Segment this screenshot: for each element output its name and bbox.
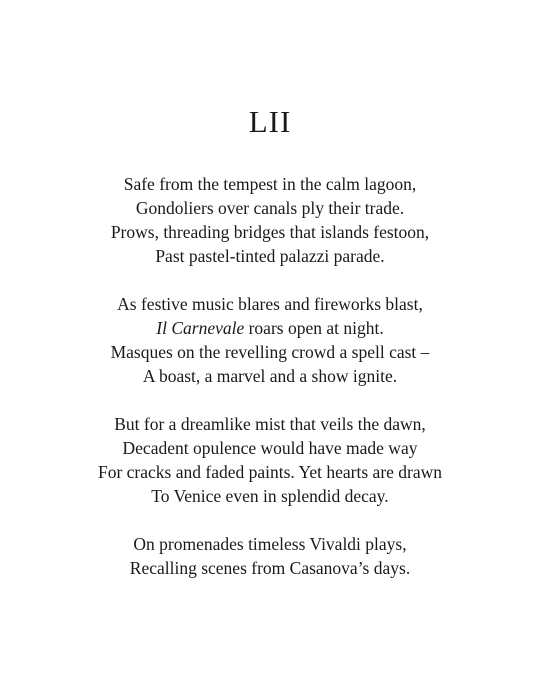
poem-line: Prows, threading bridges that islands festoon, [110, 222, 430, 242]
poem-line: A boast, a marvel and a show ignite. [142, 366, 398, 386]
poem-line: But for a dreamlike mist that veils the dawn, [114, 414, 426, 434]
poem-line: Past pastel-tinted palazzi parade. [155, 246, 385, 266]
stanza [0, 532, 540, 580]
stanza [0, 292, 540, 388]
poem-line: For cracks and faded paints. Yet hearts are drawn [97, 462, 443, 482]
poem-line: Masques on the revelling crowd a spell cast – [110, 342, 430, 362]
italic-phrase: Il Carnevale [156, 318, 245, 338]
poem-line: Recalling scenes from Casanova’s days. [129, 558, 411, 578]
line-rest: roars open at night. [244, 318, 384, 338]
poem-line: As festive music blares and fireworks blast, [117, 294, 423, 314]
poem-body [0, 172, 540, 604]
poem-line: On promenades timeless Vivaldi plays, [133, 534, 407, 554]
poem-title: LII [248, 104, 292, 139]
poem-line: Safe from the tempest in the calm lagoon, [123, 174, 417, 194]
stanza [0, 412, 540, 508]
poem-line: Gondoliers over canals ply their trade. [135, 198, 405, 218]
poem-line [0, 316, 540, 340]
poem-line: Decadent opulence would have made way [122, 438, 418, 458]
poem-line: To Venice even in splendid decay. [151, 486, 389, 506]
stanza [0, 172, 540, 268]
